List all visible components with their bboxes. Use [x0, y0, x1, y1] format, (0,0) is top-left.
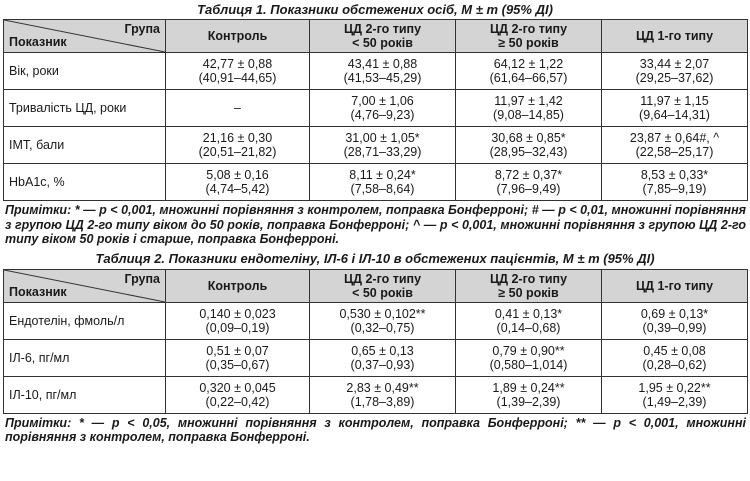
cell-ci: (22,58–25,17) — [635, 145, 714, 159]
table2-corner-group: Група — [124, 271, 160, 286]
table2-cell — [602, 302, 748, 339]
table1-cell — [310, 164, 456, 201]
table1-row-label: ІМТ, бали — [4, 127, 166, 164]
cell-ci: (29,25–37,62) — [635, 71, 714, 85]
table2-cell — [456, 339, 602, 376]
table2-col-label: Контроль — [207, 278, 268, 293]
table1-corner-indicator: Показник — [9, 35, 67, 49]
table1-cell — [310, 53, 456, 90]
table2-cell — [310, 376, 456, 413]
cell-ci: (1,78–3,89) — [350, 394, 415, 409]
table2-row — [4, 302, 748, 339]
cell-mean: 7,00 ± 1,06 — [351, 94, 414, 108]
cell-ci: (0,39–0,99) — [642, 320, 707, 335]
cell-mean: 8,11 ± 0,24* — [349, 168, 416, 182]
cell-mean: 1,89 ± 0,24** — [492, 380, 565, 395]
table1-cell — [602, 164, 748, 201]
cell-mean: 0,41 ± 0,13* — [494, 306, 563, 321]
table1-col-label: ЦД 2-го типу ≥ 50 років — [489, 22, 568, 50]
cell-ci: (1,39–2,39) — [496, 394, 561, 409]
cell-mean: 64,12 ± 1,22 — [493, 57, 564, 71]
table1-cell — [456, 90, 602, 127]
cell-ci: (0,28–0,62) — [642, 357, 707, 372]
table1 — [3, 19, 748, 201]
table2-row-label: ІЛ-6, пг/мл — [4, 339, 166, 376]
cell-ci: (0,37–0,93) — [350, 357, 415, 372]
cell-mean: 33,44 ± 2,07 — [639, 57, 710, 71]
table2-cell — [456, 376, 602, 413]
cell-mean: 43,41 ± 0,88 — [347, 57, 418, 71]
table2-cell — [166, 376, 310, 413]
cell-mean: 0,45 ± 0,08 — [643, 343, 706, 358]
cell-ci: (7,85–9,19) — [642, 182, 707, 196]
cell-ci: (4,76–9,23) — [350, 108, 415, 122]
cell-ci: (7,96–9,49) — [496, 182, 561, 196]
cell-mean: 11,97 ± 1,42 — [494, 94, 563, 108]
cell-ci: (0,09–0,19) — [205, 320, 270, 335]
table2-col-header — [602, 269, 748, 302]
table2-row-label: ІЛ-10, пг/мл — [4, 376, 166, 413]
table2-col-header — [456, 269, 602, 302]
table1-caption: Таблиця 1. Показники обстежених осіб, M ± m (95% ДІ) — [197, 2, 553, 17]
cell-mean: 30,68 ± 0,85* — [491, 131, 566, 145]
table1-cell — [310, 127, 456, 164]
cell-ci: (28,95–32,43) — [489, 145, 568, 159]
cell-mean: 1,95 ± 0,22** — [638, 380, 711, 395]
table2-cell — [310, 339, 456, 376]
cell-mean: 5,08 ± 0,16 — [206, 168, 269, 182]
cell-mean: 23,87 ± 0,64#, ^ — [629, 131, 720, 145]
table1-col-header — [166, 20, 310, 53]
cell-ci: (7,58–8,64) — [350, 182, 415, 196]
cell-mean: 21,16 ± 0,30 — [202, 131, 273, 145]
cell-ci: (9,64–14,31) — [639, 108, 710, 122]
table1-col-label: ЦД 1-го типу — [635, 29, 714, 43]
table2-row-label: Ендотелін, фмоль/л — [4, 302, 166, 339]
table2-cell — [310, 302, 456, 339]
cell-ci: (61,64–66,57) — [489, 71, 568, 85]
table2-note: Примітки: * — р < 0,05, множинні порівняння з контролем, поправка Бонферроні; ** — р < 0,001, множинні порівняння з контролем, поправка Бонферроні. — [5, 415, 746, 444]
table1-cell — [602, 53, 748, 90]
table1-cell — [456, 53, 602, 90]
table1-cell — [456, 127, 602, 164]
cell-ci: (1,49–2,39) — [642, 394, 707, 409]
table1-cell — [166, 53, 310, 90]
table1-corner-header — [4, 20, 166, 53]
table2-cell — [602, 376, 748, 413]
cell-mean: 0,530 ± 0,102** — [339, 306, 426, 321]
cell-ci: (41,53–45,29) — [343, 71, 422, 85]
table2-cell — [166, 339, 310, 376]
table1-row — [4, 90, 748, 127]
cell-ci: (0,22–0,42) — [205, 394, 270, 409]
table2-col-label: ЦД 2-го типу < 50 років — [343, 271, 422, 300]
cell-ci: (0,35–0,67) — [205, 357, 270, 372]
cell-ci: (0,32–0,75) — [350, 320, 415, 335]
table2-row — [4, 339, 748, 376]
table1-cell — [310, 90, 456, 127]
table1-col-header — [456, 20, 602, 53]
table2-corner-indicator: Показник — [9, 284, 67, 299]
table1-cell — [602, 127, 748, 164]
table1-row-label: HbA1c, % — [4, 164, 166, 201]
table1-cell — [166, 164, 310, 201]
table2-col-label: ЦД 1-го типу — [635, 278, 714, 293]
table1-note: Примітки: * — р < 0,001, множинні порівняння з контролем, поправка Бонферроні; # — р < 0,01, множинні порівняння з групою ЦД 2-го типу віком до 50 років, поправка Бонферроні; ^ — р < 0,001, множинні порівняння з групою ЦД 2-го типу віком 50 років і старше, поправка Бонферроні. — [5, 203, 746, 246]
table1-row — [4, 53, 748, 90]
table2-col-label: ЦД 2-го типу ≥ 50 років — [489, 271, 568, 300]
cell-ci: (40,91–44,65) — [198, 71, 277, 85]
cell-mean: 0,79 ± 0,90** — [492, 343, 565, 358]
table1-corner-group: Група — [124, 22, 160, 36]
table1-row-label: Вік, роки — [4, 53, 166, 90]
cell-mean: 31,00 ± 1,05* — [345, 131, 420, 145]
cell-mean: 8,53 ± 0,33* — [640, 168, 709, 182]
cell-mean: 0,65 ± 0,13 — [351, 343, 414, 358]
table1-cell — [602, 90, 748, 127]
table2-cell — [166, 302, 310, 339]
cell-mean: 0,51 ± 0,07 — [206, 343, 269, 358]
cell-mean: 42,77 ± 0,88 — [202, 57, 273, 71]
document-page — [0, 2, 750, 481]
cell-ci: (28,71–33,29) — [343, 145, 422, 159]
cell-ci: (4,74–5,42) — [205, 182, 270, 196]
table2-corner-header — [4, 269, 166, 302]
table1-row — [4, 164, 748, 201]
cell-mean: 0,320 ± 0,045 — [199, 380, 276, 395]
table2-col-header — [310, 269, 456, 302]
table1-cell — [456, 164, 602, 201]
table1-cell — [166, 90, 310, 127]
table2-cell — [456, 302, 602, 339]
cell-ci: (20,51–21,82) — [198, 145, 277, 159]
table1-row — [4, 127, 748, 164]
table1-col-header — [602, 20, 748, 53]
table2-row — [4, 376, 748, 413]
cell-mean: 0,140 ± 0,023 — [199, 306, 276, 321]
table2-col-header — [166, 269, 310, 302]
table1-cell — [166, 127, 310, 164]
cell-mean: 2,83 ± 0,49** — [346, 380, 419, 395]
table2-cell — [602, 339, 748, 376]
cell-mean: 11,97 ± 1,15 — [640, 94, 709, 108]
cell-ci: (0,580–1,014) — [489, 357, 568, 372]
table1-col-label: ЦД 2-го типу < 50 років — [343, 22, 422, 50]
table1-col-label: Контроль — [207, 29, 268, 43]
cell-ci: (9,08–14,85) — [493, 108, 564, 122]
table1-row-label: Тривалість ЦД, роки — [4, 90, 166, 127]
table2 — [3, 269, 748, 414]
table2-caption: Таблиця 2. Показники ендотеліну, ІЛ-6 і ІЛ-10 в обстежених пацієнтів, M ± m (95% ДІ) — [95, 250, 655, 266]
cell-mean: 0,69 ± 0,13* — [640, 306, 709, 321]
cell-mean: – — [234, 101, 241, 115]
cell-ci: (0,14–0,68) — [496, 320, 561, 335]
table1-col-header — [310, 20, 456, 53]
cell-mean: 8,72 ± 0,37* — [494, 168, 563, 182]
